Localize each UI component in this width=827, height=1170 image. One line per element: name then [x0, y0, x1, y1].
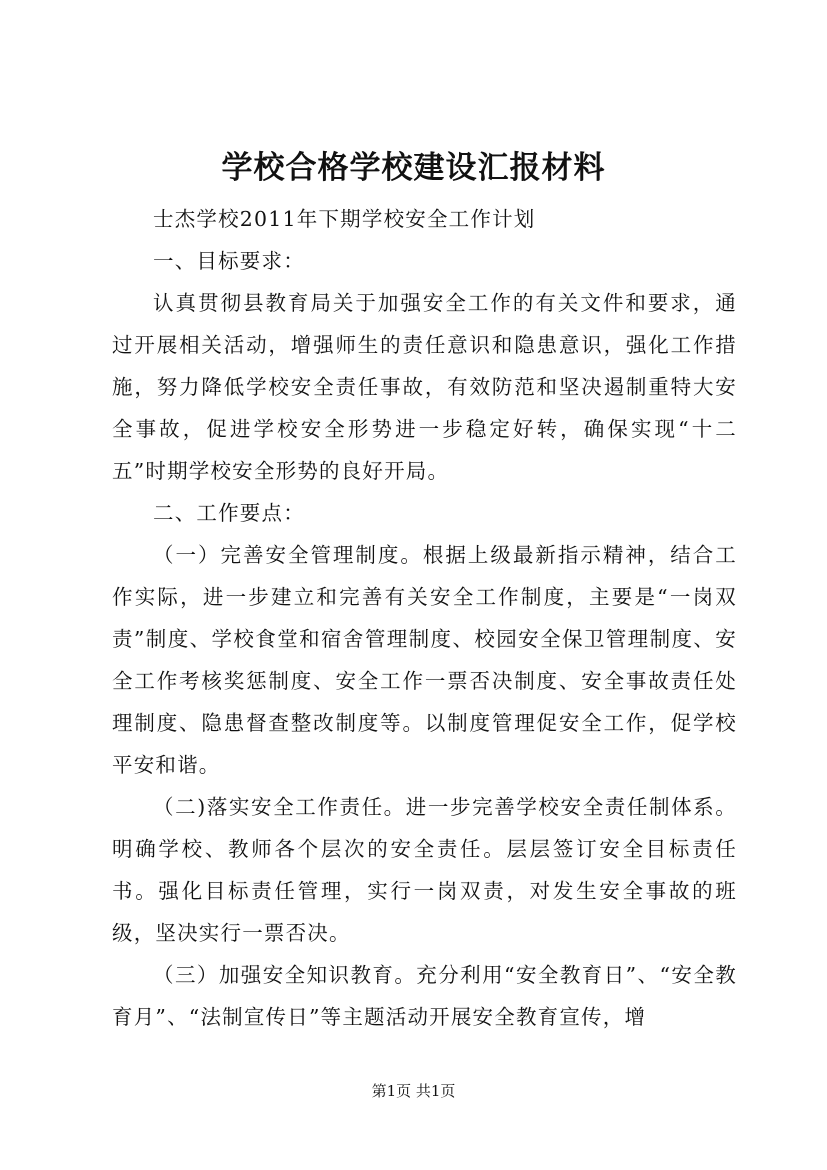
paragraph-item-2: （二)落实安全工作责任。进一步完善学校安全责任制体系。明确学校、教师各个层次的安全责任。层层签订安全目标责任书。强化目标责任管理，实行一岗双责，对发生安全事故的班级，坚决实行一票否决。 [112, 795, 737, 945]
page-footer: 第1页 共1页 [371, 1082, 456, 1100]
paragraph-item-3: （三）加强安全知识教育。充分利用“安全教育日”、“安全教育月”、“法制宣传日”等主题活动开展安全教育宣传，增 [112, 963, 737, 1029]
paragraph-section-2-heading: 二、工作要点： [153, 501, 305, 525]
document-body [112, 198, 737, 1038]
paragraph-section-1-heading: 一、目标要求： [153, 249, 305, 273]
document-title: 学校合格学校建设汇报材料 [221, 150, 606, 186]
paragraph-item-1: （一）完善安全管理制度。根据上级最新指示精神，结合工作实际，进一步建立和完善有关安全工作制度，主要是“一岗双责”制度、学校食堂和宿舍管理制度、校园安全保卫管理制度、安全工作考核奖惩制度、安全工作一票否决制度、安全事故责任处理制度、隐患督查整改制度等。以制度管理促安全工作，促学校平安和谐。 [112, 543, 737, 777]
paragraph-goals: 认真贯彻县教育局关于加强安全工作的有关文件和要求，通过开展相关活动，增强师生的责任意识和隐患意识，强化工作措施，努力降低学校安全责任事故，有效防范和坚决遏制重特大安全事故，促进学校安全形势进一步稳定好转，确保实现“十二五”时期学校安全形势的良好开局。 [112, 291, 737, 483]
paragraph-plan-heading: 士杰学校2011年下期学校安全工作计划 [153, 207, 536, 231]
